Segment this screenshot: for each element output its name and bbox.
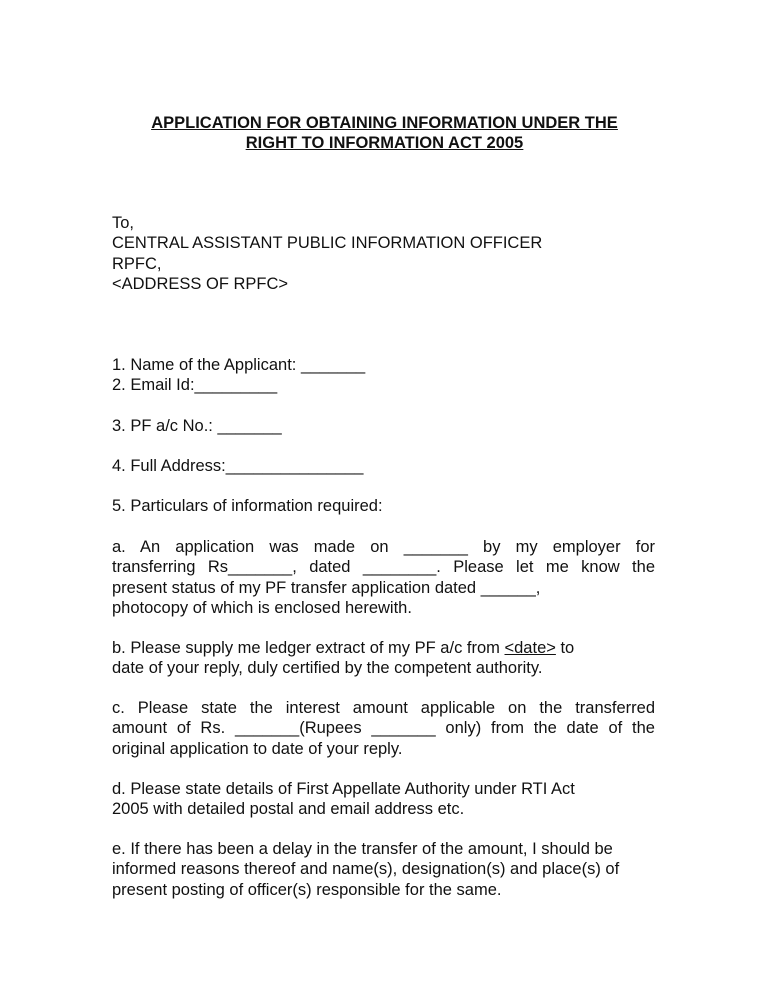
item-b-to: to [555, 639, 575, 657]
item-e-line-3: present posting of officer(s) responsible for the same. [112, 880, 502, 899]
particulars-heading: 5. Particulars of information required: [112, 497, 383, 515]
item-e-line-1: e. If there has been a delay in the transfer of the amount, I should be [112, 840, 613, 858]
item-d-line-1: d. Please state details of First Appellate Authority under RTI Act [112, 780, 575, 798]
item-c [112, 698, 655, 759]
item-d-line-2: 2005 with detailed postal and email address etc. [112, 800, 465, 819]
item-d [112, 779, 655, 820]
item-c-line-2: amount of Rs. _______(Rupees _______ only) from the date of the [112, 719, 655, 738]
item-a-line-2: transferring Rs_______, dated ________. Please let me know the [112, 558, 655, 577]
item-c-line-1: c. Please state the interest amount applicable on the transferred [112, 699, 655, 717]
item-a-line-3: present status of my PF transfer application dated ______, [112, 578, 541, 597]
applicant-name-block [112, 355, 655, 396]
recipient-address [112, 213, 655, 294]
salutation: To, [112, 214, 135, 232]
officer-title: CENTRAL ASSISTANT PUBLIC INFORMATION OFFICER [112, 234, 543, 253]
item-e-line-2: informed reasons thereof and name(s), designation(s) and place(s) of [112, 860, 620, 879]
field-full-address: 4. Full Address:_______________ [112, 457, 364, 475]
particulars-block [112, 496, 655, 516]
field-pf-account: 3. PF a/c No.: _______ [112, 417, 282, 435]
item-e [112, 839, 655, 900]
item-b-text: b. Please supply me ledger extract of my PF a/c from [112, 639, 505, 657]
item-b-line-1 [112, 638, 655, 658]
full-address-block [112, 456, 655, 476]
title-line-1: APPLICATION FOR OBTAINING INFORMATION UNDER THE [151, 114, 618, 132]
organization: RPFC, [112, 254, 162, 273]
item-a-line-4: photocopy of which is enclosed herewith. [112, 598, 412, 617]
item-a-line-1: a. An application was made on _______ by my employer for [112, 538, 655, 556]
item-b [112, 638, 655, 679]
document-title [112, 113, 657, 153]
address-placeholder: <ADDRESS OF RPFC> [112, 274, 289, 293]
title-line-2: RIGHT TO INFORMATION ACT 2005 [245, 134, 524, 152]
item-b-line-2: date of your reply, duly certified by the competent authority. [112, 659, 543, 678]
date-placeholder: <date> [504, 639, 556, 657]
item-a [112, 537, 655, 618]
pf-account-block [112, 416, 655, 436]
item-c-line-3: original application to date of your reply. [112, 739, 403, 758]
field-applicant-name: 1. Name of the Applicant: _______ [112, 356, 366, 374]
field-email: 2. Email Id:_________ [112, 376, 278, 395]
